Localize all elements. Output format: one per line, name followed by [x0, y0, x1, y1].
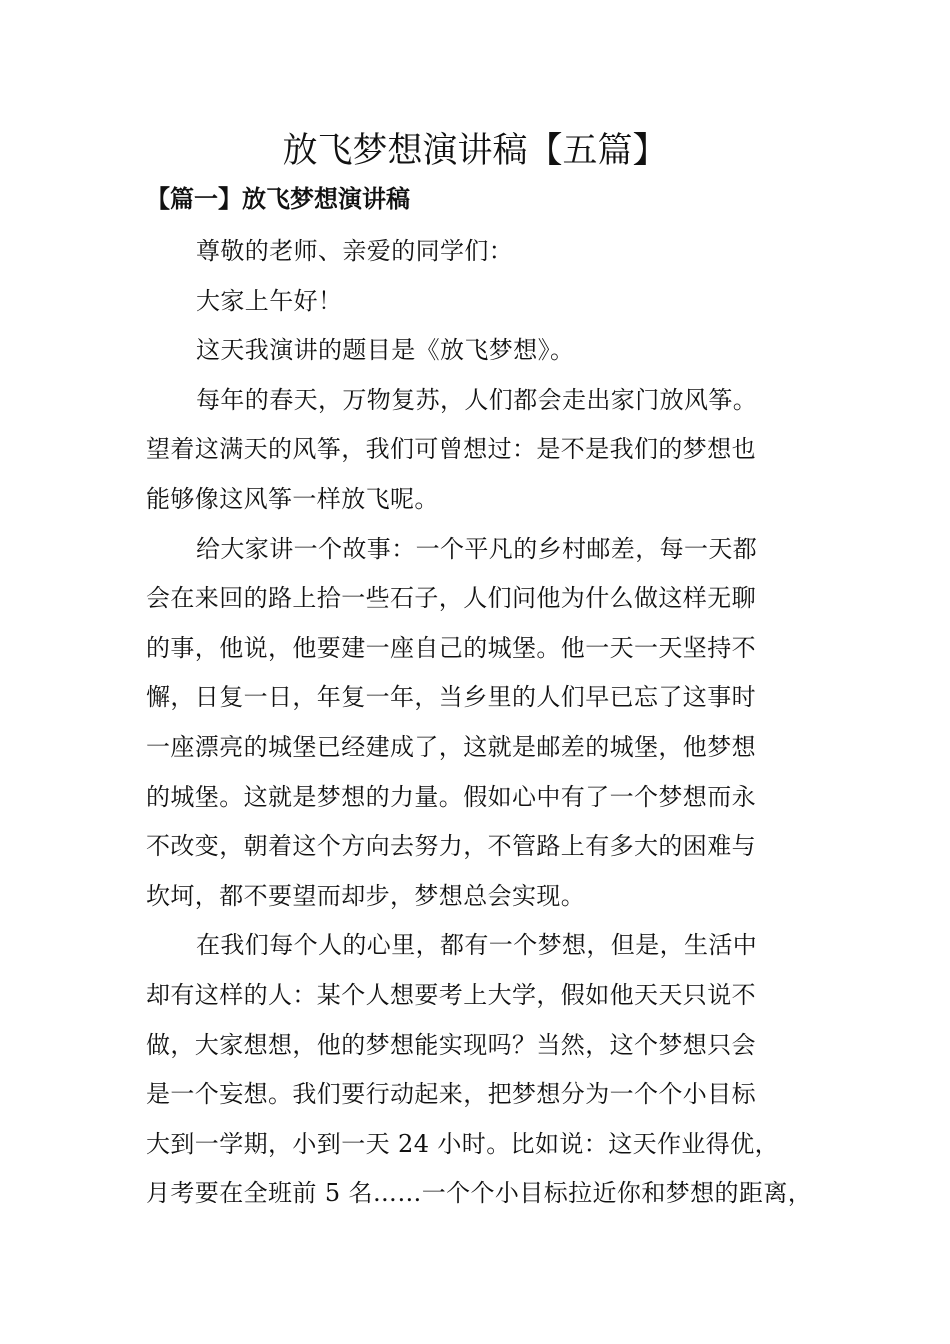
text-line: 懈，日复一日，年复一年，当乡里的人们早已忘了这事时	[146, 683, 756, 712]
text-line: 的城堡。这就是梦想的力量。假如心中有了一个梦想而永	[146, 782, 756, 811]
section-heading: 【篇一】放飞梦想演讲稿	[146, 184, 410, 213]
text-line: 这天我演讲的题目是《放飞梦想》。	[196, 336, 575, 365]
text-line: 一座漂亮的城堡已经建成了，这就是邮差的城堡，他梦想	[146, 732, 756, 761]
text-line: 月考要在全班前 5 名……一个个小目标拉近你和梦想的距离，	[146, 1179, 813, 1208]
text-line: 不改变，朝着这个方向去努力，不管路上有多大的困难与	[146, 832, 756, 861]
text-line: 每年的春天，万物复苏，人们都会走出家门放风筝。	[196, 385, 758, 414]
text-line: 大到一学期，小到一天 24 小时。比如说：这天作业得优，	[146, 1129, 779, 1158]
text-line: 的事，他说，他要建一座自己的城堡。他一天一天坚持不	[146, 633, 756, 662]
document-title: 放飞梦想演讲稿【五篇】	[282, 131, 668, 171]
text-line: 做，大家想想，他的梦想能实现吗？当然，这个梦想只会	[146, 1030, 756, 1059]
text-line: 会在来回的路上拾一些石子，人们问他为什么做这样无聊	[146, 584, 756, 613]
text-line: 是一个妄想。我们要行动起来，把梦想分为一个个小目标	[146, 1080, 756, 1109]
document-body	[146, 227, 826, 1219]
text-line: 能够像这风筝一样放飞呢。	[146, 484, 439, 513]
text-line: 给大家讲一个故事：一个平凡的乡村邮差，每一天都	[196, 534, 758, 563]
text-line: 大家上午好！	[196, 286, 343, 315]
text-line: 却有这样的人：某个人想要考上大学，假如他天天只说不	[146, 980, 756, 1009]
text-line: 在我们每个人的心里，都有一个梦想，但是，生活中	[196, 931, 758, 960]
text-line: 坎坷，都不要望而却步，梦想总会实现。	[146, 881, 586, 910]
text-line: 望着这满天的风筝，我们可曾想过：是不是我们的梦想也	[146, 435, 756, 464]
text-line: 尊敬的老师、亲爱的同学们：	[196, 237, 514, 265]
